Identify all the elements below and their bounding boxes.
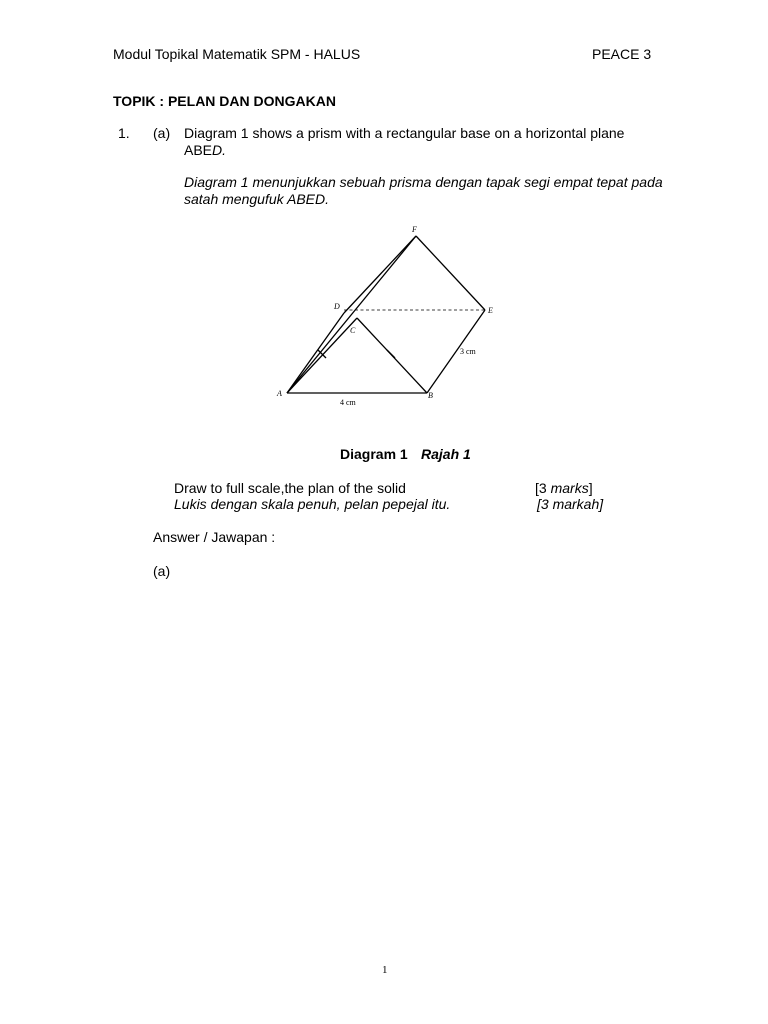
question-text-en-line2-a: ABE	[184, 142, 213, 158]
edge-af	[287, 236, 416, 393]
edge-fe	[416, 236, 485, 310]
marks-ms: [3 markah]	[537, 496, 604, 512]
marks-en-close: ]	[588, 480, 593, 496]
vertex-label-c: C	[350, 326, 356, 335]
measure-be: 3 cm	[460, 347, 476, 356]
page-number: 1	[382, 964, 388, 976]
marks-en-word: marks	[550, 480, 589, 496]
edge-ad	[287, 313, 344, 393]
topic-heading: TOPIK : PELAN DAN DONGAKAN	[113, 93, 336, 109]
measure-ab: 4 cm	[340, 398, 356, 407]
answer-part: (a)	[153, 563, 171, 579]
diagram-caption-en: Diagram 1	[340, 446, 408, 462]
question-text-ms-line1: Diagram 1 menunjukkan sebuah prisma dengan tapak segi empat tepat pada	[184, 174, 663, 190]
edge-ac	[287, 318, 357, 393]
vertex-label-d: D	[334, 302, 340, 311]
instruction-ms: Lukis dengan skala penuh, pelan pepejal itu.	[174, 496, 451, 512]
marks-en-open: [3	[535, 480, 551, 496]
prism-diagram	[270, 220, 510, 410]
question-text-en-line1: Diagram 1 shows a prism with a rectangular base on a horizontal plane	[184, 125, 625, 141]
diagram-caption-ms: Rajah 1	[421, 446, 471, 462]
vertex-label-e: E	[488, 306, 493, 315]
header-title: Modul Topikal Matematik SPM - HALUS	[113, 46, 361, 62]
tick-mark-cb	[387, 350, 395, 358]
question-text-en-line2	[184, 142, 226, 158]
instruction-en: Draw to full scale,the plan of the solid	[174, 480, 406, 496]
vertex-label-b: B	[428, 391, 433, 400]
answer-label: Answer / Jawapan :	[153, 529, 276, 545]
question-number: 1.	[118, 125, 130, 141]
edge-df	[344, 236, 416, 313]
header-code: PEACE 3	[592, 46, 652, 62]
question-text-en-line2-b: D.	[212, 142, 227, 158]
vertex-label-f: F	[412, 225, 417, 234]
question-part: (a)	[153, 125, 171, 141]
vertex-label-a: A	[277, 389, 282, 398]
edge-be	[427, 310, 485, 393]
marks-en	[535, 480, 593, 496]
question-text-ms-line2: satah mengufuk ABED.	[184, 191, 330, 207]
